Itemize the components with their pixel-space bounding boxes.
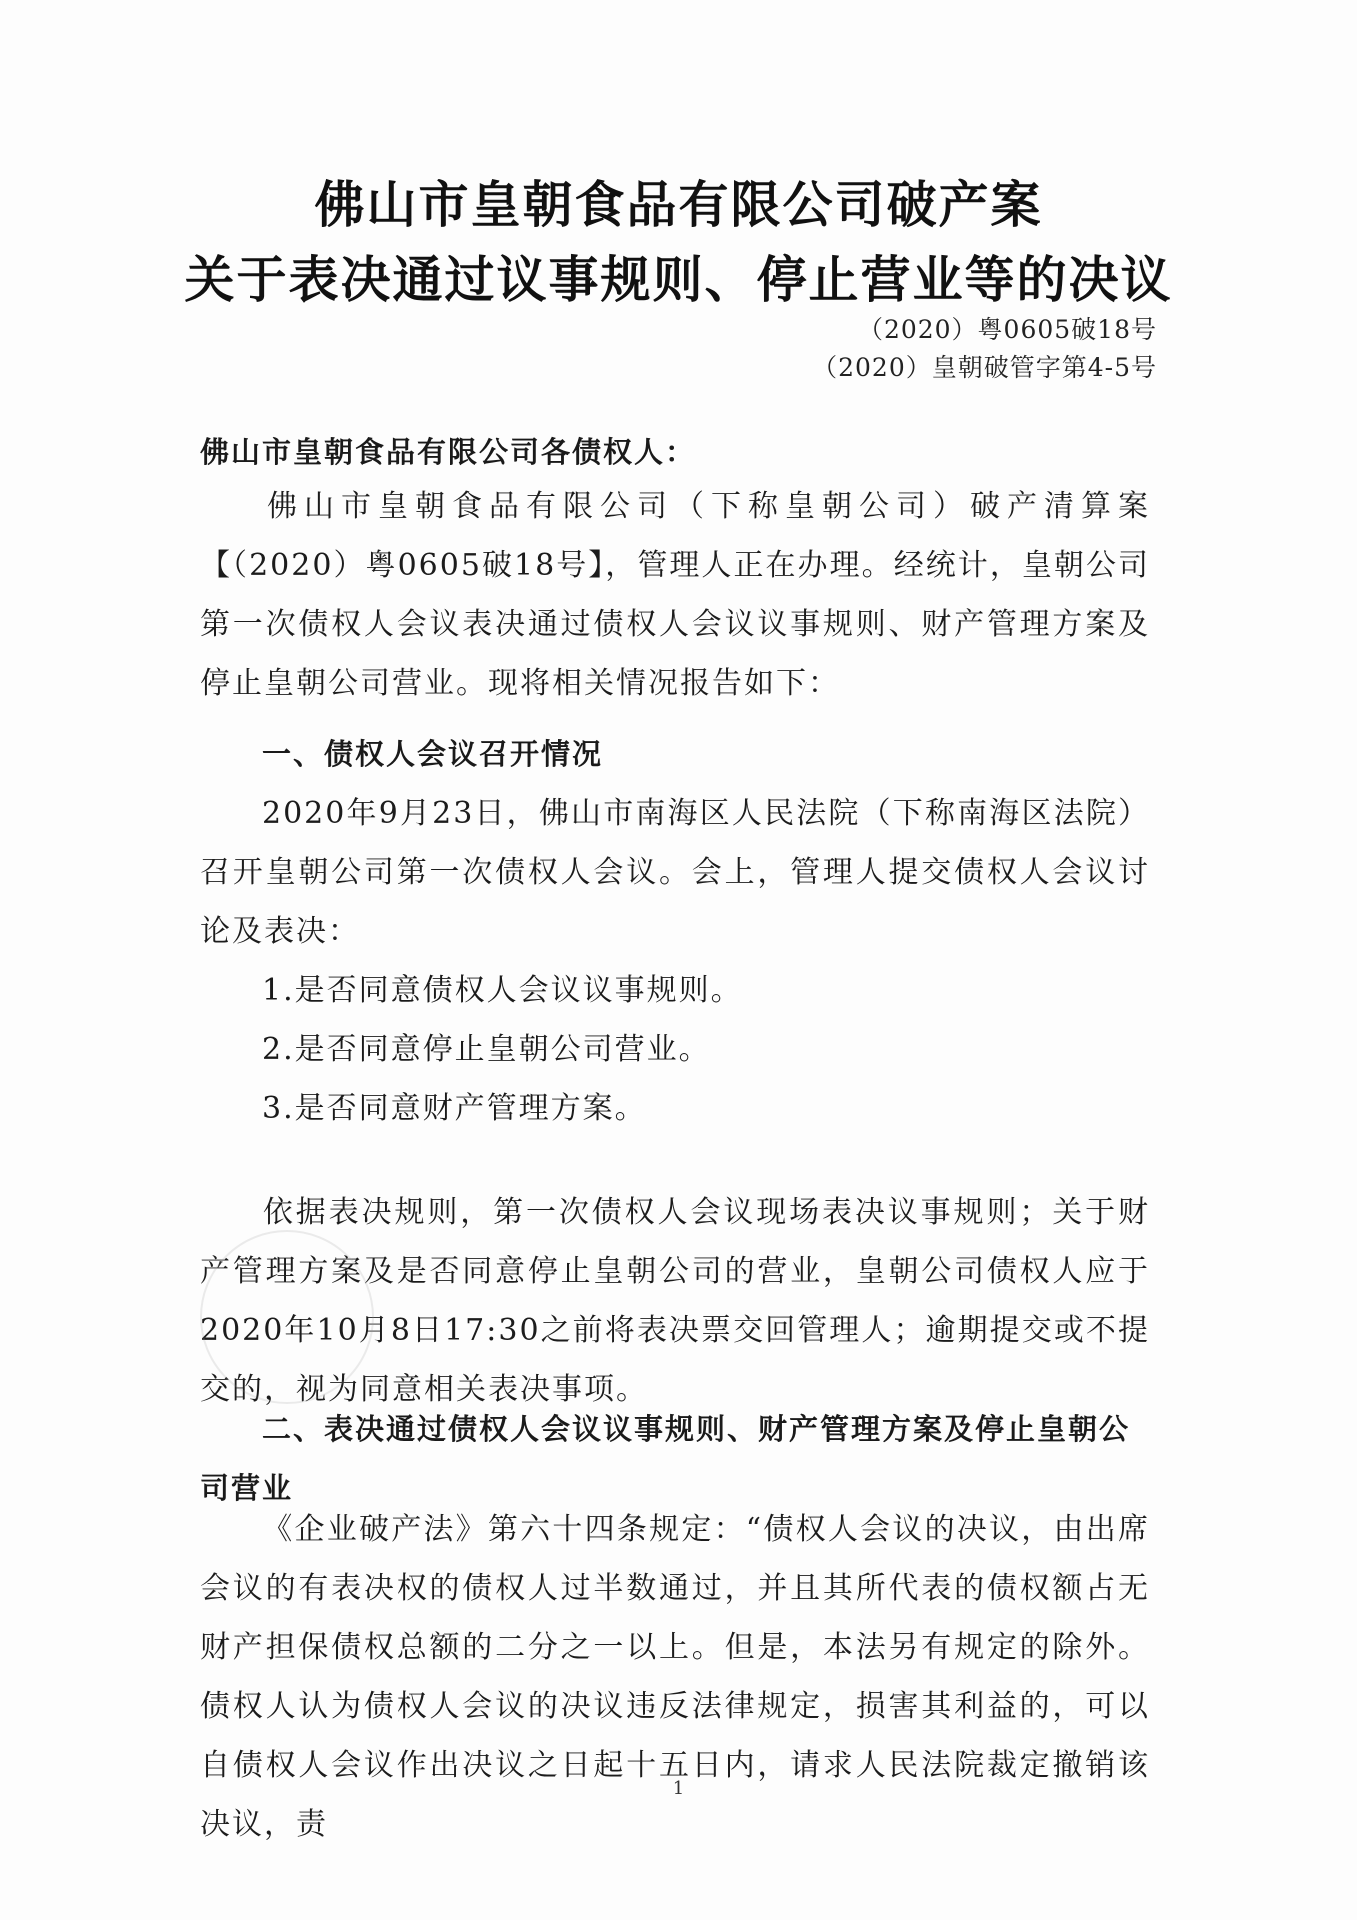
voting-text: 依据表决规则，第一次债权人会议现场表决议事规则；关于财产管理方案及是否同意停止皇朝公司的营业，皇朝公司债权人应于2020年10月8日17:30之前将表决票交回管理人；逾期提交或不提交的，视为同意相关表决事项。 bbox=[200, 1195, 1150, 1407]
list-item: 2.是否同意停止皇朝公司营业。 bbox=[262, 1032, 711, 1067]
section1-text: 2020年9月23日，佛山市南海区人民法院（下称南海区法院）召开皇朝公司第一次债权人会议。会上，管理人提交债权人会议讨论及表决： bbox=[200, 796, 1150, 949]
salutation: 佛山市皇朝食品有限公司各债权人： bbox=[200, 435, 697, 469]
section1-heading: 一、债权人会议召开情况 bbox=[262, 737, 604, 771]
page-number: 1 bbox=[672, 1778, 685, 1799]
document-title-line2: 关于表决通过议事规则、停止营业等的决议 bbox=[184, 251, 1173, 309]
case-number: （2020）粤0605破18号 bbox=[857, 315, 1157, 344]
section1-paragraph bbox=[200, 784, 1150, 961]
section2-heading-text: 二、表决通过债权人会议议事规则、财产管理方案及停止皇朝公司营业 bbox=[200, 1412, 1131, 1505]
intro-paragraph bbox=[200, 477, 1150, 713]
document-number: （2020）皇朝破管字第4-5号 bbox=[812, 353, 1157, 382]
section2-text: 《企业破产法》第六十四条规定：“债权人会议的决议，由出席会议的有表决权的债权人过半数通过，并且其所代表的债权额占无财产担保债权总额的二分之一以上。但是，本法另有规定的除外。债权人认为债权人会议的决议违反法律规定，损害其利益的，可以自债权人会议作出决议之日起十五日内，请求人民法院裁定撤销该决议，责 bbox=[200, 1512, 1150, 1842]
faint-seal-mark bbox=[200, 1230, 374, 1404]
list-item: 3.是否同意财产管理方案。 bbox=[262, 1091, 647, 1126]
section2-paragraph bbox=[200, 1500, 1150, 1854]
list-item: 1.是否同意债权人会议议事规则。 bbox=[262, 973, 743, 1008]
intro-text: 佛山市皇朝食品有限公司（下称皇朝公司）破产清算案【（2020）粤0605破18号】，管理人正在办理。经统计，皇朝公司第一次债权人会议表决通过债权人会议议事规则、财产管理方案及停止皇朝公司营业。现将相关情况报告如下： bbox=[200, 489, 1150, 701]
document-title-line1: 佛山市皇朝食品有限公司破产案 bbox=[314, 176, 1043, 234]
